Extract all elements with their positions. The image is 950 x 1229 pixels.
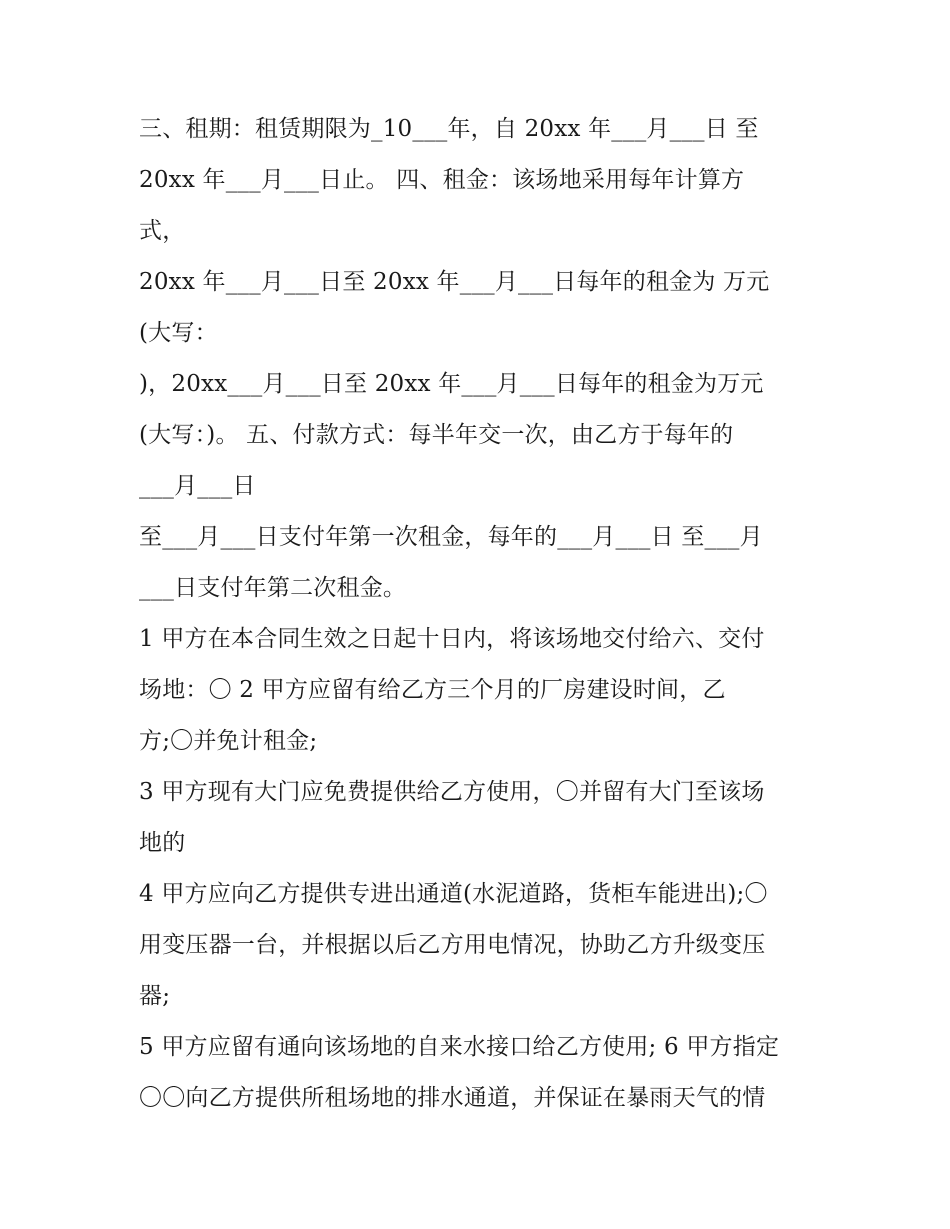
text-line: 至___月___日支付年第一次租金，每年的___月___日 至___月 <box>139 524 763 550</box>
text-line: ___日支付年第二次租金。 <box>139 575 407 601</box>
text-line: 20xx 年___月___日至 20xx 年___月___日每年的租金为 万元 <box>139 269 770 295</box>
text-line: 5 甲方应留有通向该场地的自来水接口给乙方使用; 6 甲方指定 <box>139 1034 780 1060</box>
text-line: (大写： <box>139 320 218 346</box>
text-line: )，20xx___月___日至 20xx 年___月___日每年的租金为万元 <box>139 371 764 397</box>
document-body <box>139 104 829 1124</box>
text-line: 式， <box>139 218 186 244</box>
text-line: ___月___日 <box>139 473 256 499</box>
text-line: 方;〇并免计租金; <box>139 728 318 754</box>
text-line: 1 甲方在本合同生效之日起十日内，将该场地交付给六、交付 <box>139 626 765 652</box>
text-line: 20xx 年___月___日止。 四、租金：该场地采用每年计算方 <box>139 167 745 193</box>
text-line: 用变压器一台，并根据以后乙方用电情况，协助乙方升级变压 <box>139 932 766 958</box>
text-line: 场地：〇 2 甲方应留有给乙方三个月的厂房建设时间，乙 <box>139 677 726 703</box>
text-line: 地的 <box>139 830 186 856</box>
text-line: 器; <box>139 983 171 1009</box>
text-line: 4 甲方应向乙方提供专进出通道(水泥道路，货柜车能进出);〇 <box>139 881 768 907</box>
text-line: 〇〇向乙方提供所租场地的排水通道，并保证在暴雨天气的情 <box>139 1085 766 1111</box>
text-line: 3 甲方现有大门应免费提供给乙方使用，〇并留有大门至该场 <box>139 779 765 805</box>
text-line: (大写：)。 五、付款方式：每半年交一次，由乙方于每年的 <box>139 422 734 448</box>
text-line: 三、租期：租赁期限为_10___年，自 20xx 年___月___日 至 <box>139 116 759 142</box>
